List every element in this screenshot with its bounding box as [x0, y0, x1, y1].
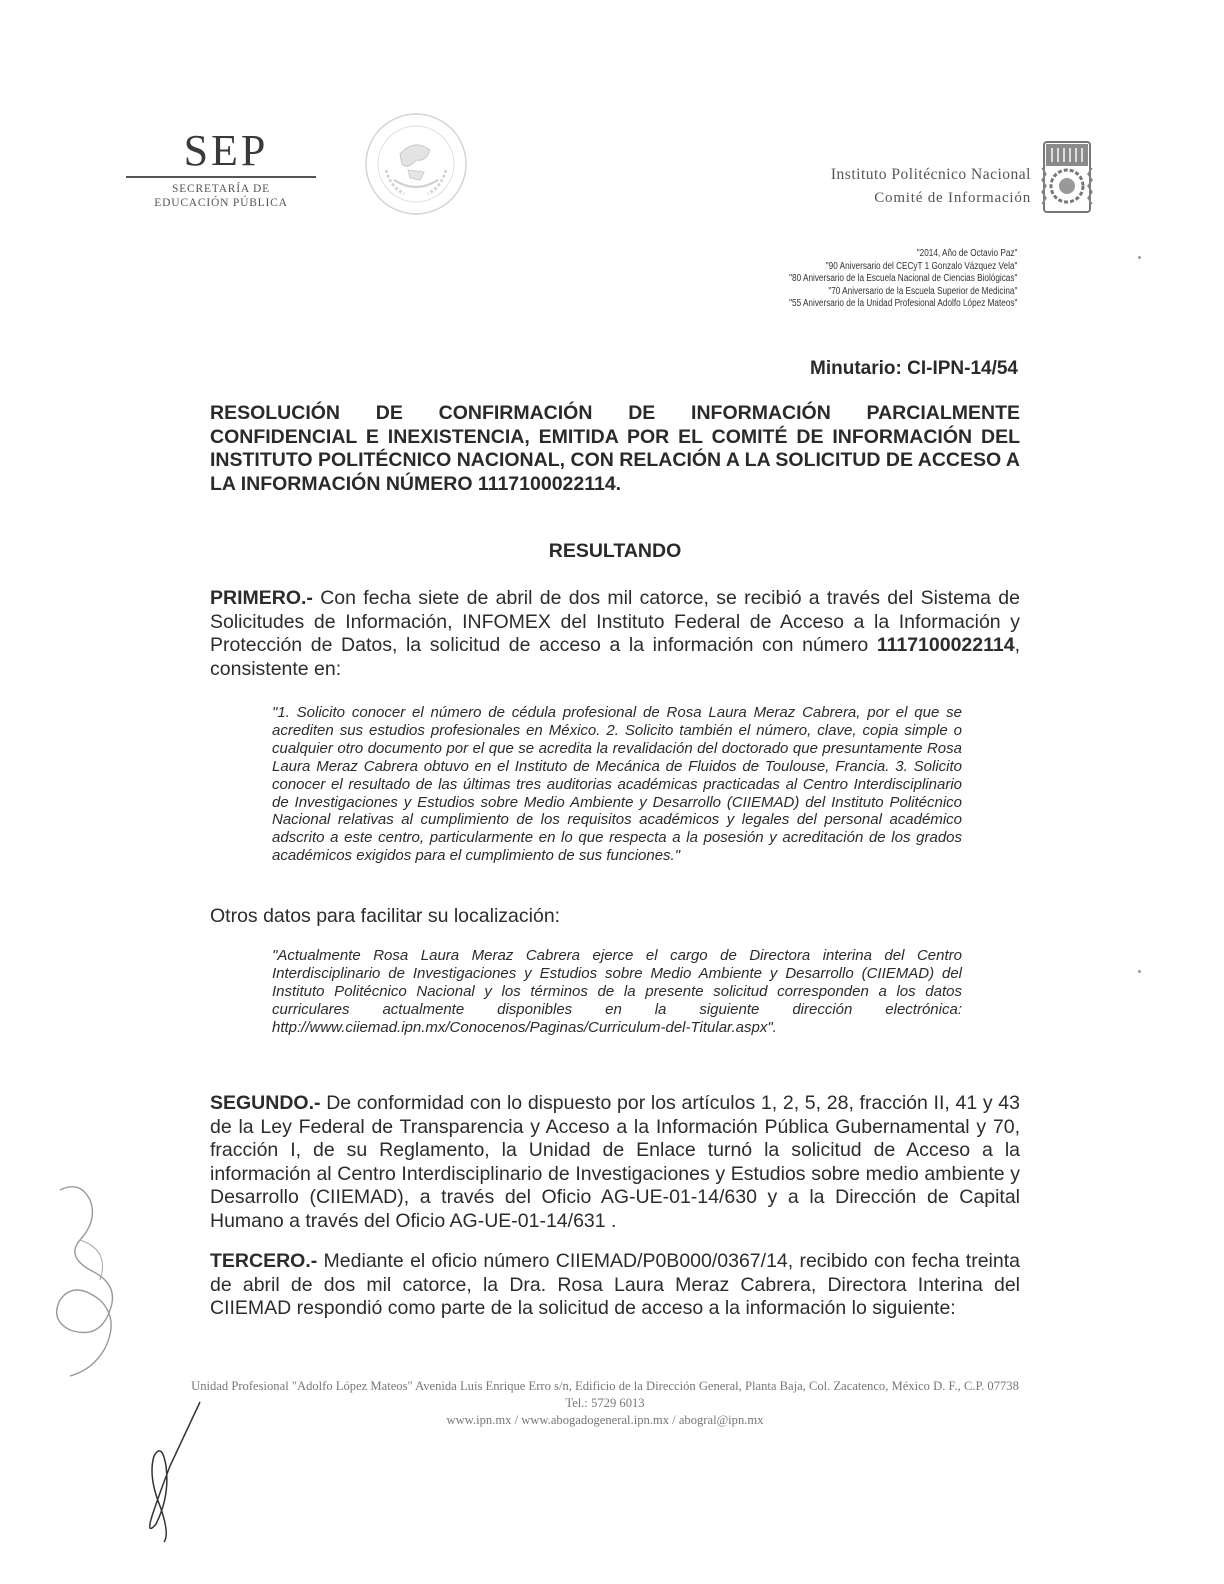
location-data-quote: "Actualmente Rosa Laura Meraz Cabrera ejerce el cargo de Directora interina del Centro Interdisciplinario de Investigaciones y Estudios sobre Medio Ambiente y Desarrollo (CIIEMAD) del Instituto Politécnico Nacional y los términos de la presente solicitud corresponden a los datos curriculares actualmente disponibles en la siguiente dirección electrónica: http://www.ciiemad.ipn.mx/Conocenos/Paginas/Curriculum-del-Titular.aspx".	[272, 947, 962, 1036]
motto-line: "55 Aniversario de la Unidad Profesional Adolfo López Mateos"	[788, 298, 1017, 310]
section-heading-resultando: RESULTANDO	[548, 540, 682, 562]
paragraph-segundo	[210, 1092, 1020, 1234]
sep-logo-line1: SECRETARÍA DE	[172, 183, 270, 195]
paragraph-tercero	[210, 1250, 1020, 1321]
motto-line: "70 Aniversario de la Escuela Superior de Medicina"	[827, 285, 1017, 297]
resolution-title: RESOLUCIÓN DE CONFIRMACIÓN DE INFORMACIÓN PARCIALMENTE CONFIDENCIAL E INEXISTENCIA, EMITIDA POR EL COMITÉ DE INFORMACIÓN DEL INSTITUTO POLITÉCNICO NACIONAL, CON RELACIÓN A LA SOLICITUD DE ACCESO A LA INFORMACIÓN NÚMERO 1117100022114.	[210, 402, 1020, 495]
motto-line: "90 Aniversario del CECyT 1 Gonzalo Vázquez Vela"	[825, 260, 1017, 272]
motto-line: "80 Aniversario de la Escuela Nacional de Ciencias Biológicas"	[788, 273, 1017, 285]
footer-address: Unidad Profesional "Adolfo López Mateos" Avenida Luis Enrique Erro s/n, Edificio de la Dirección General, Planta Baja, Col. Zacatenco, México D. F., C.P. 07738	[191, 1379, 1019, 1393]
motto-line: "2014, Año de Octavio Paz"	[916, 248, 1017, 259]
footer-phone: Tel.: 5729 6013	[565, 1396, 645, 1410]
ipn-header-text	[831, 163, 1031, 209]
margin-initials-drawing	[40, 1180, 150, 1380]
sep-logo-rule	[126, 176, 316, 178]
scan-speck	[1138, 256, 1141, 259]
segundo-label: SEGUNDO.-	[210, 1092, 321, 1114]
sep-logo-letters: SEP	[183, 126, 269, 175]
national-seal-icon	[356, 110, 476, 218]
request-number: 1117100022114	[876, 634, 1015, 657]
ipn-logo-icon	[1038, 138, 1096, 216]
minutario-reference: Minutario: CI-IPN-14/54	[810, 358, 1018, 379]
footer-websites: www.ipn.mx / www.abogadogeneral.ipn.mx / abogral@ipn.mx	[446, 1413, 764, 1427]
primero-label: PRIMERO.-	[210, 587, 313, 609]
segundo-text: De conformidad con lo dispuesto por los artículos 1, 2, 5, 28, fracción II, 41 y 43 de la Ley Federal de Transparencia y Acceso a la Información Pública Gubernamental y 70, fracción I, de su Reglamento, la Unidad de Enlace turnó la solicitud de Acceso a la información al Centro Interdisciplinario de Investigaciones y Estudios sobre medio ambiente y Desarrollo (CIIEMAD), a través del Oficio AG-UE-01-14/630 y a la Dirección de Capital Humano a través del Oficio AG-UE-01-14/631 .	[210, 1092, 1020, 1232]
tercero-text: Mediante el oficio número CIIEMAD/P0B000/0367/14, recibido con fecha treinta de abril de dos mil catorce, la Dra. Rosa Laura Meraz Cabrera, Directora Interina del CIIEMAD respondió como parte de la solicitud de acceso a la información lo siguiente:	[210, 1250, 1020, 1320]
request-quote: "1. Solicito conocer el número de cédula profesional de Rosa Laura Meraz Cabrera, por el que se acrediten sus estudios profesionales en México. 2. Solicito también el número, clave, copia simple o cualquier otro documento por el que se acredita la revalidación del doctorado que presuntamente Rosa Laura Meraz Cabrera obtuvo en el Instituto de Mecánica de Fluidos de Toulouse, Francia. 3. Solicito conocer el resultado de las últimas tres auditorias académicas practicadas al Centro Interdisciplinario de Investigaciones y Estudios sobre Medio Ambiente y Desarrollo (CIIEMAD) del Instituto Politécnico Nacional relativas al cumplimiento de los requisitos académicos y legales del personal académico adscrito a este centro, particularmente en lo que respecta a la posesión y acreditación de los grados académicos exigidos para el cumplimiento de sus funciones."	[272, 704, 962, 865]
tercero-label: TERCERO.-	[210, 1250, 318, 1272]
primero-text-end: , consistente en:	[210, 634, 1020, 680]
paragraph-primero	[210, 587, 1020, 681]
commemorative-mottos	[789, 248, 1017, 311]
sep-logo	[126, 128, 316, 210]
ipn-name: Instituto Politécnico Nacional	[830, 166, 1031, 183]
scan-speck	[1138, 970, 1141, 973]
sep-logo-line2: EDUCACIÓN PÚBLICA	[154, 197, 288, 209]
other-data-heading: Otros datos para facilitar su localización:	[210, 905, 561, 927]
primero-text: Con fecha siete de abril de dos mil catorce, se recibió a través del Sistema de Solicitudes de Información, INFOMEX del Instituto Federal de Acceso a la Información y Protección de Datos, la solicitud de acceso a la información con número	[210, 587, 1020, 657]
page-footer	[100, 1378, 1110, 1429]
ipn-committee: Comité de Información	[874, 190, 1031, 206]
